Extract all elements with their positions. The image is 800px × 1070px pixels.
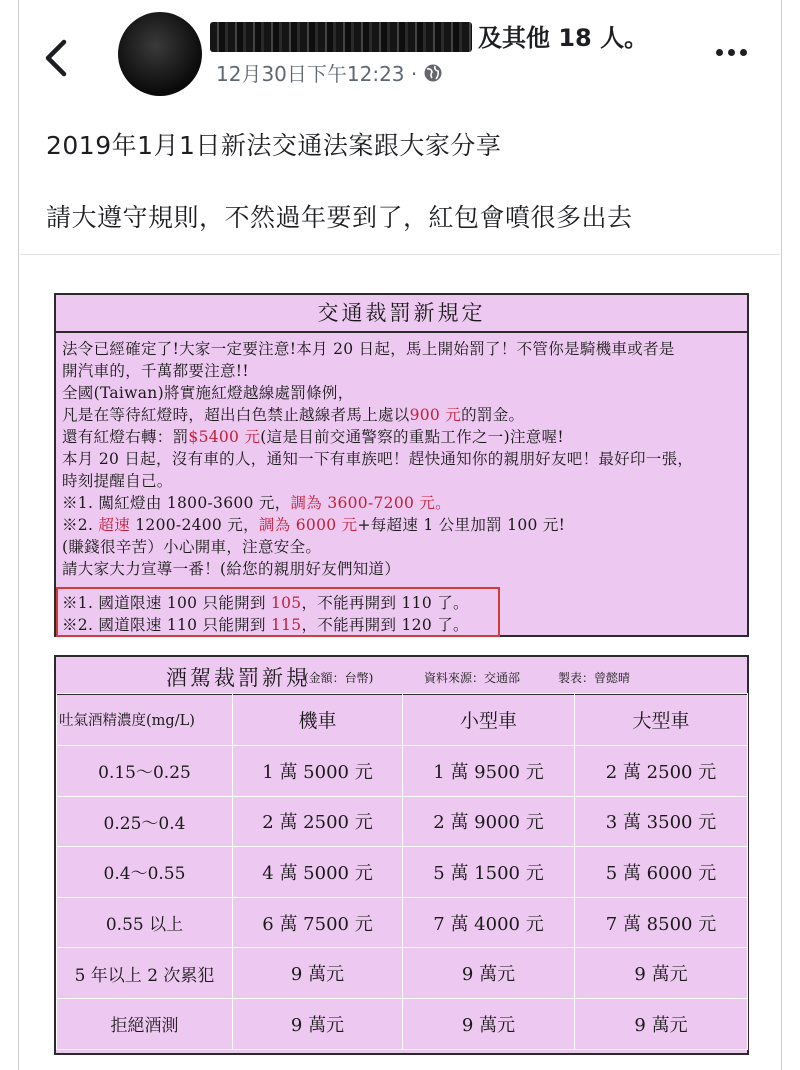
- notice-text: ※1. 闖紅燈由 1800-3600 元，: [62, 494, 291, 512]
- table-cell: 0.4～0.55: [57, 847, 233, 898]
- table-header-row: [57, 694, 748, 746]
- table-cell: 0.25～0.4: [57, 796, 233, 847]
- table-cell: 9 萬元: [233, 998, 403, 1049]
- notice-text: (這是目前交通警察的重點工作之一)注意喔!: [260, 428, 564, 446]
- more-dot-icon: [716, 49, 723, 56]
- post-timestamp[interactable]: [216, 58, 443, 87]
- back-button[interactable]: [36, 34, 76, 82]
- notice-text: ，不能再開到 110 了。: [301, 594, 469, 612]
- table-cell: 1 萬 5000 元: [233, 746, 403, 797]
- fine-amount: 調為 3600-7200 元。: [290, 494, 451, 512]
- timestamp-text: 12月30日下午12:23 ·: [216, 62, 418, 86]
- divider: [20, 254, 780, 255]
- notice-line: 本月 20 日起，沒有車的人，通知一下有車族吧！趕快通知你的親朋好友吧！最好印一張，: [62, 450, 694, 468]
- table-cell: 拒絕酒測: [57, 998, 233, 1049]
- dui-title-bar: [56, 657, 747, 695]
- highlight-box: [56, 587, 500, 637]
- column-header: 機車: [233, 694, 403, 746]
- notice-text: ※2. 國道限速 110 只能開到: [62, 616, 271, 634]
- table-row: [57, 897, 748, 948]
- table-cell: 0.55 以上: [57, 897, 233, 948]
- dui-penalty-table: [56, 693, 748, 1050]
- traffic-notice-panel: [54, 293, 749, 637]
- table-row: [57, 746, 748, 797]
- notice-line: [62, 425, 564, 447]
- table-cell: 2 萬 2500 元: [575, 746, 748, 797]
- table-cell: 3 萬 3500 元: [575, 796, 748, 847]
- notice-text: 1200-2400 元，: [130, 516, 259, 534]
- notice-line: 請大家大力宣導一番！(給您的親朋好友們知道）: [62, 560, 401, 578]
- notice-title: 交通裁罰新規定: [56, 295, 747, 333]
- table-cell: 9 萬元: [575, 948, 748, 999]
- notice-text: 的罰金。: [461, 406, 525, 424]
- notice-line: 開汽車的，千萬都要注意!!: [62, 362, 249, 380]
- avatar[interactable]: [118, 12, 202, 96]
- table-row: [57, 847, 748, 898]
- table-row: [57, 796, 748, 847]
- notice-line: (賺錢很辛苦）小心開車，注意安全。: [62, 538, 322, 556]
- dui-penalty-panel: [54, 655, 749, 1055]
- table-cell: 2 萬 9000 元: [403, 796, 575, 847]
- table-cell: 2 萬 2500 元: [233, 796, 403, 847]
- dui-maker: 製表：曾懿晴: [558, 671, 631, 685]
- table-cell: 9 萬元: [233, 948, 403, 999]
- fine-amount: 900 元: [409, 406, 462, 424]
- dui-source: 資料來源：交通部: [424, 671, 521, 685]
- dui-title: 酒駕裁罰新規: [166, 666, 310, 690]
- table-cell: 6 萬 7500 元: [233, 897, 403, 948]
- table-cell: 5 萬 1500 元: [403, 847, 575, 898]
- globe-icon: [423, 63, 443, 83]
- table-cell: 9 萬元: [403, 948, 575, 999]
- table-row: [57, 948, 748, 999]
- notice-line: 法令已經確定了!大家一定要注意!本月 20 日起，馬上開始罰了！不管你是騎機車或者是: [62, 340, 675, 358]
- notice-line: [62, 491, 451, 513]
- notice-text: 還有紅燈右轉：罰: [62, 428, 189, 446]
- table-cell: 5 年以上 2 次累犯: [57, 948, 233, 999]
- notice-text: ※2.: [62, 516, 99, 534]
- fine-amount: $5400 元: [188, 428, 261, 446]
- more-dot-icon: [728, 49, 735, 56]
- notice-line: [62, 403, 524, 425]
- more-options-button[interactable]: [716, 42, 756, 62]
- dui-unit: (金額：台幣): [304, 671, 374, 685]
- table-cell: 0.15～0.25: [57, 746, 233, 797]
- table-cell: 7 萬 8500 元: [575, 897, 748, 948]
- table-cell: 7 萬 4000 元: [403, 897, 575, 948]
- table-cell: 9 萬元: [575, 998, 748, 1049]
- notice-text: +每超速 1 公里加罰 100 元!: [357, 516, 566, 534]
- post-text-line2: 請大遵守規則，不然過年要到了，紅包會噴很多出去: [46, 203, 633, 232]
- table-cell: 9 萬元: [403, 998, 575, 1049]
- more-dot-icon: [740, 49, 747, 56]
- notice-line: 全國(Taiwan)將實施紅燈越線處罰條例，: [62, 384, 354, 402]
- speed-limit: 105: [270, 594, 302, 612]
- speed-limit: 115: [270, 616, 302, 634]
- chevron-left-icon: [36, 34, 76, 82]
- notice-line: [62, 513, 565, 535]
- notice-text: 凡是在等待紅燈時，超出白色禁止越線者馬上處以: [62, 406, 410, 424]
- notice-text: ，不能再開到 120 了。: [301, 616, 469, 634]
- notice-highlight: 超速: [98, 516, 131, 534]
- table-row: [57, 998, 748, 1049]
- post-image[interactable]: [49, 288, 755, 1060]
- redacted-poster-name: [210, 22, 472, 52]
- table-cell: 1 萬 9500 元: [403, 746, 575, 797]
- poster-name-suffix[interactable]: 及其他 18 人。: [478, 24, 649, 52]
- column-header: 吐氣酒精濃度(mg/L): [57, 694, 233, 746]
- table-cell: 4 萬 5000 元: [233, 847, 403, 898]
- notice-text: ※1. 國道限速 100 只能開到: [62, 594, 271, 612]
- table-cell: 5 萬 6000 元: [575, 847, 748, 898]
- column-header: 大型車: [575, 694, 748, 746]
- post-text-line1: 2019年1月1日新法交通法案跟大家分享: [46, 131, 502, 160]
- notice-line: 時刻提醒自己。: [62, 472, 173, 490]
- column-header: 小型車: [403, 694, 575, 746]
- fine-amount: 調為 6000 元: [258, 516, 358, 534]
